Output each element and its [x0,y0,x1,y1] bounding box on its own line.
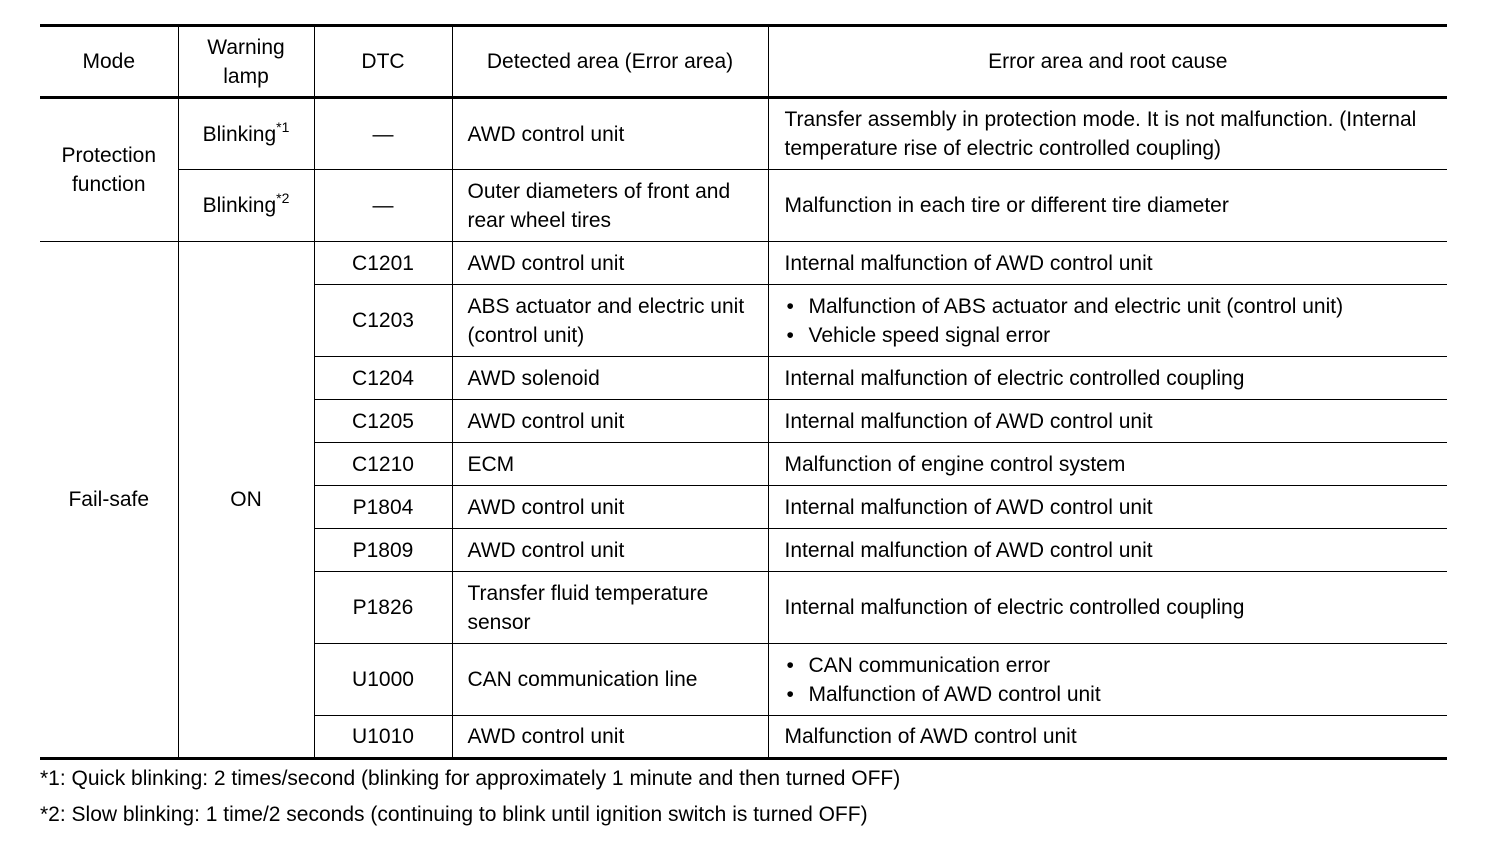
bullet-item: • CAN communication error [785,651,1448,680]
root-cause-cell: Internal malfunction of AWD control unit [768,242,1447,285]
dtc-cell: C1203 [314,285,452,357]
root-cause-cell [768,644,1447,716]
detected-area-cell: ABS actuator and electric unit (control unit) [452,285,768,357]
detected-area-cell: CAN communication line [452,644,768,716]
root-cause-cell: Internal malfunction of AWD control unit [768,400,1447,443]
dtc-cell: — [314,98,452,170]
dtc-cell: — [314,170,452,242]
warning-lamp-text: Blinking [202,194,277,217]
mode-protection: Protection function [61,144,157,196]
detected-area-cell: AWD control unit [452,486,768,529]
dtc-cell: C1210 [314,443,452,486]
detected-area-cell: AWD control unit [452,242,768,285]
dtc-cell: C1205 [314,400,452,443]
dtc-cell: U1000 [314,644,452,716]
detected-area-cell: AWD control unit [452,529,768,572]
root-cause-cell: Internal malfunction of AWD control unit [768,529,1447,572]
table-row [40,170,1447,242]
bullet-list [785,292,1448,350]
root-cause-cell [768,285,1447,357]
detected-area-cell: AWD solenoid [452,357,768,400]
table-body [40,98,1447,759]
bullet-item: • Malfunction of AWD control unit [785,680,1448,709]
header-warning-lamp: Warning lamp [178,26,314,98]
detected-area-cell: ECM [452,443,768,486]
header-root-cause: Error area and root cause [768,26,1447,98]
bullet-list [785,651,1448,709]
dtc-cell: P1809 [314,529,452,572]
dtc-cell: C1201 [314,242,452,285]
footnote-ref: *2 [276,190,290,206]
root-cause-cell: Malfunction in each tire or different tire diameter [768,170,1447,242]
detected-area-cell: AWD control unit [452,716,768,759]
bullet-item: • Vehicle speed signal error [785,321,1448,350]
dtc-cell: P1804 [314,486,452,529]
dtc-cell: U1010 [314,716,452,759]
footnote-ref: *1 [276,118,290,135]
warning-lamp-cell [178,170,314,242]
mode-failsafe: Fail-safe [40,242,178,759]
table-row [40,242,1447,285]
header-detected-area: Detected area (Error area) [452,26,768,98]
detected-area-cell: Transfer fluid temperature sensor [452,572,768,644]
table-row [40,98,1447,170]
dtc-cell: P1826 [314,572,452,644]
footnote-1: *1: Quick blinking: 2 times/second (blinking for approximately 1 minute and then turned OFF) [40,767,901,790]
root-cause-cell: Internal malfunction of electric controlled coupling [768,572,1447,644]
header-mode: Mode [40,26,178,98]
warning-lamp-on: ON [178,242,314,759]
root-cause-cell: Malfunction of AWD control unit [768,716,1447,759]
root-cause-cell: Internal malfunction of electric controlled coupling [768,357,1447,400]
bullet-item: • Malfunction of ABS actuator and electric unit (control unit) [785,292,1448,321]
dtc-table [40,24,1447,760]
warning-lamp-cell [178,98,314,170]
root-cause-cell: Malfunction of engine control system [768,443,1447,486]
header-dtc: DTC [314,26,452,98]
detected-area-cell: AWD control unit [452,400,768,443]
warning-lamp-text: Blinking [202,122,277,146]
root-cause-cell: Transfer assembly in protection mode. It is not malfunction. (Internal temperature rise of electric controlled coupling) [768,98,1447,170]
detected-area-cell: Outer diameters of front and rear wheel tires [452,170,768,242]
footnote-2: *2: Slow blinking: 1 time/2 seconds (continuing to blink until ignition switch is turned OFF) [40,803,868,826]
dtc-cell: C1204 [314,357,452,400]
dtc-table-wrapper [40,24,1447,760]
root-cause-cell: Internal malfunction of AWD control unit [768,486,1447,529]
detected-area-cell: AWD control unit [452,98,768,170]
header-row [40,26,1447,98]
